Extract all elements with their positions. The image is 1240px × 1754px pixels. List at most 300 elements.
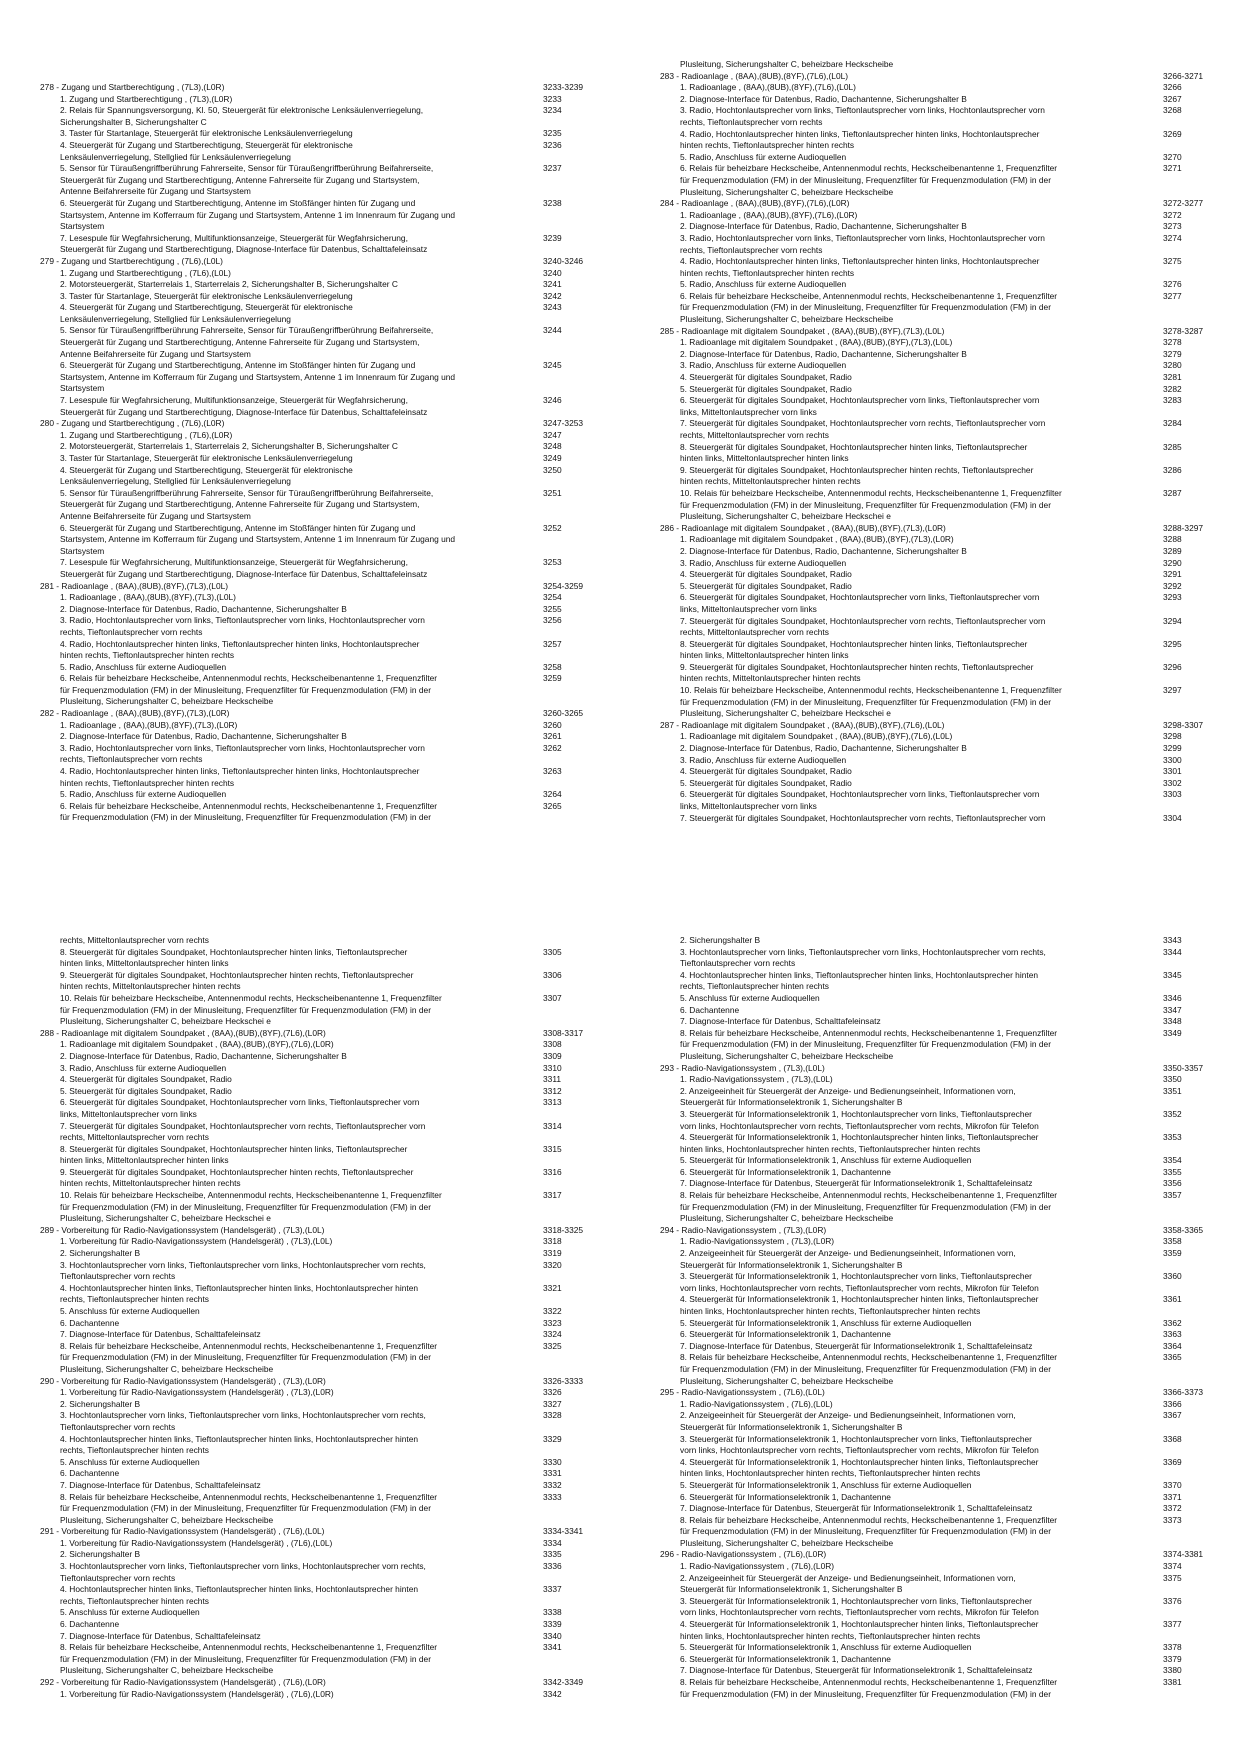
toc-entry[interactable] [660, 1109, 1220, 1121]
toc-entry[interactable] [660, 534, 1220, 546]
toc-entry[interactable] [660, 1341, 1220, 1353]
toc-entry-title: 2. Diagnose-Interface für Datenbus, Radio, Dachantenne, Sicherungshalter B [60, 731, 347, 742]
toc-entry-title: Startsystem [60, 545, 105, 556]
toc-entry[interactable] [40, 1689, 600, 1701]
toc-entry[interactable] [660, 813, 1220, 825]
toc-entry-title: 4. Steuergerät für Zugang und Startberechtigung, Steuergerät für elektronische [60, 302, 353, 313]
toc-entry[interactable] [660, 581, 1220, 593]
toc-section-heading[interactable] [660, 326, 1220, 338]
toc-entry[interactable] [40, 743, 600, 755]
toc-entry[interactable] [40, 1074, 600, 1086]
toc-entry[interactable] [40, 1097, 600, 1109]
toc-entry[interactable] [660, 1271, 1220, 1283]
toc-entry-title: 6. Steuergerät für digitales Soundpaket, Hochtonlautsprecher vorn links, Tieftonlautsprecher vorn [60, 1097, 420, 1108]
toc-entry[interactable] [660, 1665, 1220, 1677]
toc-entry-title: Plusleitung, Sicherungshalter C, beheizbare Heckscheibe [60, 1363, 274, 1374]
toc-entry[interactable] [40, 1457, 600, 1469]
toc-page-number: 3374-3381 [1163, 1549, 1204, 1560]
toc-entry-title: 8. Steuergerät für digitales Soundpaket, Hochtonlautsprecher hinten links, Tieftonlautsprecher [680, 441, 1028, 452]
toc-entry[interactable] [660, 1167, 1220, 1179]
toc-page-number: 3286 [1163, 464, 1182, 475]
toc-entry[interactable] [660, 766, 1220, 778]
toc-entry-title: rechts, Mitteltonlautsprecher vorn rechts [680, 430, 829, 440]
toc-page-number: 3358 [1163, 1236, 1182, 1247]
toc-entry-title: 280 - Zugang und Startberechtigung , (7L6),(L0R) [40, 418, 225, 429]
toc-entry-title: 6. Relais für beheizbare Heckscheibe, Antennenmodul rechts, Heckscheibenantenne 1, Frequenzfilter [60, 673, 438, 684]
toc-section-heading[interactable] [660, 71, 1220, 83]
toc-entry[interactable] [660, 1596, 1220, 1608]
toc-entry[interactable] [660, 1236, 1220, 1248]
toc-entry[interactable] [660, 1619, 1220, 1631]
toc-entry-title: hinten rechts, Tieftonlautsprecher hinten rechts [680, 140, 855, 151]
toc-entry-continuation [40, 627, 600, 639]
toc-page-number: 3365 [1163, 1352, 1182, 1363]
toc-page-number: 3370 [1163, 1479, 1182, 1490]
toc-entry[interactable] [40, 128, 600, 140]
toc-entry-continuation [40, 1155, 600, 1167]
toc-page-number: 3236 [543, 139, 562, 150]
toc-entry[interactable] [660, 384, 1220, 396]
toc-entry-title: 5. Steuergerät für digitales Soundpaket, Radio [60, 1085, 232, 1096]
toc-page-number: 3369 [1163, 1456, 1182, 1467]
toc-page-number: 3298 [1163, 731, 1182, 742]
toc-entry-title: 7. Steuergerät für digitales Soundpaket, Hochtonlautsprecher vorn rechts, Tieftonlautsprecher vorn [680, 812, 1046, 823]
toc-entry[interactable] [660, 743, 1220, 755]
toc-entry-title: hinten rechts, Mitteltonlautsprecher hinten rechts [680, 476, 861, 487]
toc-entry-title: 4. Hochtonlautsprecher hinten links, Tieftonlautsprecher hinten links, Hochtonlautsprecher hinten [60, 1433, 419, 1444]
toc-entry-continuation [660, 1468, 1220, 1480]
toc-entry[interactable] [40, 1549, 600, 1561]
toc-entry-title: 1. Zugang und Startberechtigung , (7L6),(L0L) [60, 267, 231, 278]
toc-entry[interactable] [40, 1399, 600, 1411]
toc-entry[interactable] [40, 430, 600, 442]
toc-entry[interactable] [40, 1492, 600, 1504]
toc-entry[interactable] [40, 1306, 600, 1318]
toc-page-number: 3233 [543, 93, 562, 104]
toc-entry-continuation [40, 349, 600, 361]
toc-entry-title: hinten rechts, Mitteltonlautsprecher hinten rechts [60, 1178, 241, 1189]
toc-page-number: 3343 [1163, 935, 1182, 945]
toc-entry[interactable] [660, 1642, 1220, 1654]
toc-page-number: 3260-3265 [543, 708, 584, 719]
toc-entry-title: 5. Steuergerät für Informationselektronik 1, Anschluss für externe Audioquellen [680, 1317, 972, 1328]
toc-page-number: 3237 [543, 163, 562, 174]
toc-entry[interactable] [660, 210, 1220, 222]
toc-section-heading[interactable] [40, 418, 600, 430]
toc-entry[interactable] [660, 1318, 1220, 1330]
toc-entry-title: 3. Hochtonlautsprecher vorn links, Tieftonlautsprecher vorn links, Hochtonlautsprecher vorn rechts, [680, 946, 1046, 957]
toc-entry-title: 287 - Radioanlage mit digitalem Soundpaket , (8AA),(8UB),(8YF),(7L6),(L0L) [660, 719, 945, 730]
toc-entry-title: 2. Motorsteuergerät, Starterrelais 1, Starterrelais 2, Sicherungshalter B, Sicherungshalter C [60, 279, 398, 290]
toc-entry-continuation [40, 1016, 600, 1028]
toc-entry-title: für Frequenzmodulation (FM) in der Minusleitung, Frequenzfilter für Frequenzmodulation (FM) in der [680, 1201, 1051, 1212]
toc-entry[interactable] [40, 395, 600, 407]
toc-entry-title: rechts, Tieftonlautsprecher vorn rechts [60, 626, 203, 637]
toc-page-number: 3355 [1163, 1166, 1182, 1177]
toc-entry-continuation [40, 1178, 600, 1190]
toc-entry[interactable] [660, 1515, 1220, 1527]
toc-page-number: 3367 [1163, 1410, 1182, 1421]
toc-entry[interactable] [40, 268, 600, 280]
toc-entry[interactable] [660, 970, 1220, 982]
toc-entry-title: rechts, Tieftonlautsprecher hinten rechts [60, 1294, 209, 1305]
toc-entry[interactable] [40, 557, 600, 569]
toc-entry[interactable] [660, 1503, 1220, 1515]
toc-entry[interactable] [660, 1155, 1220, 1167]
toc-entry[interactable] [660, 1677, 1220, 1689]
toc-entry[interactable] [40, 1318, 600, 1330]
toc-entry[interactable] [660, 1410, 1220, 1422]
toc-entry[interactable] [40, 604, 600, 616]
toc-entry-title: 4. Steuergerät für Informationselektronik 1, Hochtonlautsprecher hinten links, Tieftonlautsprecher [680, 1456, 1039, 1467]
toc-entry[interactable] [660, 1561, 1220, 1573]
toc-entry[interactable] [660, 129, 1220, 141]
toc-page-number: 3347 [1163, 1004, 1182, 1015]
toc-page-number: 3368 [1163, 1433, 1182, 1444]
toc-entry[interactable] [40, 1190, 600, 1202]
toc-entry[interactable] [660, 935, 1220, 947]
toc-entry[interactable] [660, 1028, 1220, 1040]
toc-entry-continuation [40, 1271, 600, 1283]
toc-entry[interactable] [660, 349, 1220, 361]
toc-entry[interactable] [40, 279, 600, 291]
toc-entry-title: Plusleitung, Sicherungshalter C, beheizbare Heckscheibe [60, 1665, 274, 1676]
toc-entry[interactable] [40, 360, 600, 372]
toc-entry[interactable] [660, 1352, 1220, 1364]
toc-entry[interactable] [40, 1121, 600, 1133]
toc-entry[interactable] [40, 801, 600, 813]
toc-entry-title: 5. Radio, Anschluss für externe Audioquellen [60, 661, 227, 672]
toc-entry[interactable] [660, 94, 1220, 106]
toc-entry[interactable] [660, 1457, 1220, 1469]
toc-page-number: 3278 [1163, 337, 1182, 348]
toc-page-number: 3256 [543, 615, 562, 626]
toc-entry[interactable] [40, 233, 600, 245]
toc-entry-title: für Frequenzmodulation (FM) in der Minusleitung, Frequenzfilter für Frequenzmodulation (FM) in der [60, 812, 431, 823]
toc-page-number: 3241 [543, 279, 562, 290]
toc-entry[interactable] [40, 1607, 600, 1619]
toc-entry[interactable] [660, 221, 1220, 233]
toc-entry[interactable] [40, 94, 600, 106]
toc-entry[interactable] [660, 731, 1220, 743]
toc-entry[interactable] [40, 523, 600, 535]
toc-page-number: 3284 [1163, 418, 1182, 429]
toc-entry-title: hinten rechts, Mitteltonlautsprecher hinten rechts [680, 673, 861, 684]
toc-entry[interactable] [660, 778, 1220, 790]
toc-entry[interactable] [40, 1248, 600, 1260]
toc-entry-title: für Frequenzmodulation (FM) in der Minusleitung, Frequenzfilter für Frequenzmodulation (FM) in der [680, 696, 1051, 707]
toc-entry[interactable] [660, 1074, 1220, 1086]
toc-section-heading[interactable] [660, 1387, 1220, 1399]
toc-section-heading[interactable] [40, 581, 600, 593]
toc-entry[interactable] [660, 372, 1220, 384]
toc-entry[interactable] [660, 233, 1220, 245]
toc-entry-continuation [40, 1596, 600, 1608]
toc-entry-title: 2. Diagnose-Interface für Datenbus, Radio, Dachantenne, Sicherungshalter B [680, 348, 967, 359]
toc-entry[interactable] [660, 993, 1220, 1005]
toc-entry[interactable] [40, 1329, 600, 1341]
toc-entry-continuation [660, 1364, 1220, 1376]
toc-entry[interactable] [40, 639, 600, 651]
toc-entry-title: Lenksäulenverriegelung, Stellglied für Lenksäulenverriegelung [60, 313, 291, 324]
toc-page-number: 3283 [1163, 395, 1182, 406]
toc-page-number: 3280 [1163, 360, 1182, 371]
toc-entry[interactable] [660, 360, 1220, 372]
toc-entry-title: 7. Diagnose-Interface für Datenbus, Steuergerät für Informationselektronik 1, Schalttafeleinsatz [680, 1340, 1033, 1351]
toc-page-number: 3305 [543, 946, 562, 957]
toc-entry[interactable] [660, 105, 1220, 117]
toc-entry-title: 4. Steuergerät für Informationselektronik 1, Hochtonlautsprecher hinten links, Tieftonlautsprecher [680, 1132, 1039, 1143]
toc-entry[interactable] [660, 1573, 1220, 1585]
toc-entry[interactable] [40, 325, 600, 337]
toc-page-number: 3329 [543, 1433, 562, 1444]
toc-entry[interactable] [660, 755, 1220, 767]
toc-section-heading[interactable] [40, 82, 600, 94]
toc-entry[interactable] [660, 558, 1220, 570]
toc-entry[interactable] [40, 302, 600, 314]
toc-entry-title: 3. Taster für Startanlage, Steuergerät für elektronische Lenksäulenverriegelung [60, 453, 353, 463]
toc-page-number: 3326 [543, 1387, 562, 1398]
toc-entry[interactable] [660, 1480, 1220, 1492]
toc-entry[interactable] [660, 1248, 1220, 1260]
toc-page-number: 3287 [1163, 487, 1182, 498]
toc-entry[interactable] [40, 105, 600, 117]
toc-entry-title: 3. Hochtonlautsprecher vorn links, Tieftonlautsprecher vorn links, Hochtonlautsprecher vorn rechts, [60, 1561, 426, 1572]
toc-page-number: 3323 [543, 1317, 562, 1328]
toc-page-number: 3292 [1163, 580, 1182, 591]
toc-entry[interactable] [660, 616, 1220, 628]
toc-entry-title: 8. Relais für beheizbare Heckscheibe, Antennenmodul rechts, Heckscheibenantenne 1, Frequenzfilter [60, 1491, 438, 1502]
toc-entry[interactable] [40, 1468, 600, 1480]
toc-entry[interactable] [40, 1063, 600, 1075]
toc-entry-title: für Frequenzmodulation (FM) in der Minusleitung, Frequenzfilter für Frequenzmodulation (FM) in der [680, 499, 1051, 510]
toc-entry-title: 1. Radio-Navigationssystem , (7L6),(L0L) [680, 1398, 833, 1409]
toc-entry[interactable] [40, 1631, 600, 1643]
toc-entry[interactable] [660, 152, 1220, 164]
toc-entry[interactable] [660, 592, 1220, 604]
toc-entry[interactable] [40, 291, 600, 303]
toc-entry[interactable] [40, 720, 600, 732]
toc-section-heading[interactable] [40, 1526, 600, 1538]
toc-page-number: 3259 [543, 673, 562, 684]
toc-entry[interactable] [660, 685, 1220, 697]
toc-entry[interactable] [40, 1341, 600, 1353]
toc-section-heading[interactable] [660, 1063, 1220, 1075]
toc-entry-title: 3. Radio, Anschluss für externe Audioquellen [680, 754, 847, 765]
toc-entry[interactable] [660, 789, 1220, 801]
toc-entry-title: 3. Taster für Startanlage, Steuergerät für elektronische Lenksäulenverriegelung [60, 290, 353, 301]
toc-entry-continuation [40, 372, 600, 384]
toc-entry-title: Steuergerät für Zugang und Startberechtigung, Diagnose-Interface für Datenbus, Schalttafeleinsatz [60, 568, 428, 579]
toc-entry-title: 2. Anzeigeeinheit für Steuergerät der Anzeige- und Bedienungseinheit, Informationen vorn, [680, 1085, 1016, 1096]
toc-page-number: 3297 [1163, 685, 1182, 696]
toc-entry[interactable] [660, 1132, 1220, 1144]
toc-entry-continuation [660, 453, 1220, 465]
toc-entry[interactable] [40, 1236, 600, 1248]
toc-entry[interactable] [40, 993, 600, 1005]
toc-entry[interactable] [40, 198, 600, 210]
toc-entry[interactable] [660, 639, 1220, 651]
toc-entry-title: rechts, Tieftonlautsprecher hinten rechts [680, 981, 829, 992]
toc-entry[interactable] [660, 1178, 1220, 1190]
toc-entry[interactable] [660, 1434, 1220, 1446]
toc-entry[interactable] [660, 337, 1220, 349]
toc-entry-title: vorn links, Hochtonlautsprecher vorn rechts, Tieftonlautsprecher vorn rechts, Mikrofon für Telefon [680, 1282, 1039, 1293]
toc-entry[interactable] [40, 789, 600, 801]
toc-entry-continuation [660, 1538, 1220, 1550]
toc-section-heading[interactable] [660, 198, 1220, 210]
toc-entry[interactable] [660, 1654, 1220, 1666]
toc-entry[interactable] [660, 256, 1220, 268]
toc-entry[interactable] [660, 488, 1220, 500]
toc-page-number: 3351 [1163, 1085, 1182, 1096]
toc-section-heading[interactable] [40, 708, 600, 720]
toc-entry-title: 5. Sensor für Türaußengriffberührung Fahrerseite, Sensor für Türaußengriffberührung Beifahrerseite, [60, 325, 434, 336]
toc-section-heading[interactable] [660, 523, 1220, 535]
toc-entry-title: 3. Hochtonlautsprecher vorn links, Tieftonlautsprecher vorn links, Hochtonlautsprecher vorn rechts, [60, 1410, 426, 1421]
toc-entry[interactable] [40, 441, 600, 453]
toc-entry-continuation [40, 210, 600, 222]
toc-section-heading[interactable] [40, 1225, 600, 1237]
toc-entry[interactable] [40, 615, 600, 627]
toc-entry[interactable] [40, 453, 600, 465]
toc-entry[interactable] [660, 279, 1220, 291]
toc-section-heading[interactable] [40, 1376, 600, 1388]
toc-entry[interactable] [660, 662, 1220, 674]
toc-entry-title: 3. Radio, Hochtonlautsprecher vorn links, Tieftonlautsprecher vorn links, Hochtonlautsprecher vorn [60, 742, 425, 753]
toc-entry-continuation [40, 981, 600, 993]
toc-entry[interactable] [40, 1410, 600, 1422]
toc-entry[interactable] [660, 569, 1220, 581]
toc-entry[interactable] [40, 1480, 600, 1492]
toc-section-heading[interactable] [660, 720, 1220, 732]
toc-entry-continuation [40, 534, 600, 546]
toc-entry[interactable] [40, 1144, 600, 1156]
toc-entry[interactable] [40, 140, 600, 152]
toc-entry[interactable] [40, 1039, 600, 1051]
toc-section-heading[interactable] [40, 1677, 600, 1689]
toc-entry[interactable] [40, 673, 600, 685]
toc-entry[interactable] [40, 1167, 600, 1179]
toc-entry[interactable] [660, 1005, 1220, 1017]
toc-entry[interactable] [660, 1294, 1220, 1306]
toc-page-number: 3267 [1163, 93, 1182, 104]
toc-entry[interactable] [40, 1086, 600, 1098]
toc-entry[interactable] [660, 947, 1220, 959]
toc-entry-title: 3. Radio, Hochtonlautsprecher vorn links, Tieftonlautsprecher vorn links, Hochtonlautsprecher vorn [60, 615, 425, 626]
toc-entry-title: Steuergerät für Informationselektronik 1, Sicherungshalter B [680, 1259, 903, 1270]
toc-entry[interactable] [660, 546, 1220, 558]
toc-entry[interactable] [40, 947, 600, 959]
toc-page-number: 3353 [1163, 1132, 1182, 1143]
toc-entry[interactable] [40, 1434, 600, 1446]
toc-entry[interactable] [40, 1051, 600, 1063]
toc-entry-title: für Frequenzmodulation (FM) in der Minusleitung, Frequenzfilter für Frequenzmodulation (FM) in der [680, 1688, 1051, 1699]
toc-entry[interactable] [660, 163, 1220, 175]
toc-entry[interactable] [40, 1283, 600, 1295]
toc-entry-title: 6. Steuergerät für digitales Soundpaket, Hochtonlautsprecher vorn links, Tieftonlautsprecher vorn [680, 789, 1040, 800]
toc-entry[interactable] [40, 1642, 600, 1654]
toc-entry[interactable] [660, 1399, 1220, 1411]
toc-page-number: 3247-3253 [543, 418, 584, 429]
toc-entry[interactable] [660, 1329, 1220, 1341]
toc-entry-title: links, Mitteltonlautsprecher vorn links [680, 406, 817, 417]
toc-entry[interactable] [40, 465, 600, 477]
toc-section-heading[interactable] [40, 1028, 600, 1040]
toc-entry-title: 5. Steuergerät für digitales Soundpaket, Radio [680, 580, 852, 591]
toc-entry[interactable] [40, 1561, 600, 1573]
toc-entry-title: für Frequenzmodulation (FM) in der Minusleitung, Frequenzfilter für Frequenzmodulation (FM) in der [680, 1526, 1051, 1537]
toc-entry[interactable] [660, 1016, 1220, 1028]
toc-entry[interactable] [660, 291, 1220, 303]
toc-entry-continuation [40, 1005, 600, 1017]
toc-page-number: 3279 [1163, 348, 1182, 359]
toc-entry-title: hinten links, Hochtonlautsprecher hinten rechts, Tieftonlautsprecher hinten rechts [680, 1630, 981, 1641]
toc-page-number: 3266-3271 [1163, 70, 1204, 81]
toc-entry[interactable] [40, 1584, 600, 1596]
toc-entry[interactable] [40, 970, 600, 982]
toc-entry-continuation [40, 175, 600, 187]
toc-entry-title: 278 - Zugang und Startberechtigung , (7L3),(L0R) [40, 82, 225, 92]
toc-entry-continuation [660, 140, 1220, 152]
toc-page-number: 3309 [543, 1050, 562, 1061]
toc-page-number: 3296 [1163, 661, 1182, 672]
toc-page-number: 3289 [1163, 545, 1182, 556]
toc-entry-continuation [660, 1306, 1220, 1318]
toc-entry-title: 1. Radioanlage mit digitalem Soundpaket , (8AA),(8UB),(8YF),(7L3),(L0R) [680, 534, 954, 545]
toc-section-heading[interactable] [660, 1225, 1220, 1237]
toc-entry[interactable] [40, 1387, 600, 1399]
toc-entry[interactable] [40, 163, 600, 175]
toc-page-number: 3239 [543, 232, 562, 243]
toc-entry-title: 4. Steuergerät für digitales Soundpaket, Radio [680, 569, 852, 580]
toc-entry[interactable] [660, 1492, 1220, 1504]
toc-entry-continuation [40, 812, 600, 824]
toc-page-number: 3338 [543, 1607, 562, 1618]
toc-page-number: 3325 [543, 1340, 562, 1351]
toc-section-heading[interactable] [660, 1549, 1220, 1561]
toc-entry[interactable] [40, 488, 600, 500]
toc-entry[interactable] [40, 662, 600, 674]
toc-entry[interactable] [40, 766, 600, 778]
toc-entry-title: 283 - Radioanlage , (8AA),(8UB),(8YF),(7L6),(L0L) [660, 70, 849, 81]
toc-page-number: 3270 [1163, 151, 1182, 162]
toc-entry[interactable] [40, 592, 600, 604]
toc-entry-title: 3. Radio, Hochtonlautsprecher vorn links, Tieftonlautsprecher vorn links, Hochtonlautsprecher vorn [680, 232, 1045, 243]
toc-entry[interactable] [660, 418, 1220, 430]
toc-entry-title: vorn links, Hochtonlautsprecher vorn rechts, Tieftonlautsprecher vorn rechts, Mikrofon für Telefon [680, 1607, 1039, 1618]
toc-entry[interactable] [660, 442, 1220, 454]
toc-page-number: 3344 [1163, 946, 1182, 957]
toc-entry-title: Plusleitung, Sicherungshalter C, beheizbare Heckschei e [60, 1016, 271, 1027]
toc-entry[interactable] [40, 1260, 600, 1272]
toc-entry[interactable] [660, 395, 1220, 407]
toc-page-number: 3318-3325 [543, 1224, 584, 1235]
toc-entry[interactable] [40, 1538, 600, 1550]
toc-entry[interactable] [660, 1086, 1220, 1098]
toc-entry-title: 2. Diagnose-Interface für Datenbus, Radio, Dachantenne, Sicherungshalter B [680, 93, 967, 104]
toc-entry[interactable] [660, 465, 1220, 477]
toc-page-number: 3356 [1163, 1178, 1182, 1189]
toc-entry[interactable] [660, 1190, 1220, 1202]
toc-entry-continuation [40, 1503, 600, 1515]
toc-entry-title: Steuergerät für Zugang und Startberechtigung, Diagnose-Interface für Datenbus, Schalttafeleinsatz [60, 406, 428, 417]
toc-entry-title: hinten rechts, Mitteltonlautsprecher hinten rechts [60, 981, 241, 992]
toc-entry[interactable] [660, 82, 1220, 94]
toc-entry[interactable] [40, 731, 600, 743]
toc-entry[interactable] [40, 1619, 600, 1631]
toc-section-heading[interactable] [40, 256, 600, 268]
